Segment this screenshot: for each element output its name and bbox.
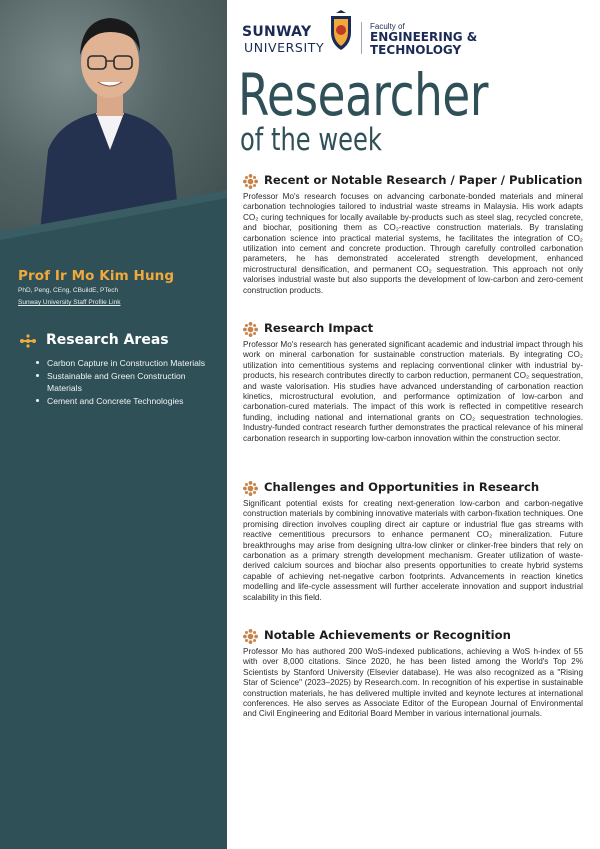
section-body: Professor Mo's research focuses on advancing carbonate-bonded materials and mineral carbonation technologies tailored to industrial waste streams in Malaysia. His work adapts CO₂ curing techniques for locally available by-products such as steel slag, recycled concrete, and biochar, positioning them as CO₂-reactive construction materials. By translating carbonation science into practical material systems, he facilitates the integration of CO₂ utilization into cement and concrete production. Through carefully controlled carbonation parameters, he has demonstrated accelerated strength development, enhanced microstructural densification, and permanent CO₂ sequestration. This approach not only valorises industrial waste but also supports the development of low-carbon and zero-cement construction products. xyxy=(243,192,583,295)
section-recent-research xyxy=(243,173,583,296)
section-bullet-icon xyxy=(243,629,258,644)
research-areas-title: Research Areas xyxy=(46,332,169,348)
researcher-credentials: PhD, Peng, CEng, CBuildE, PTech xyxy=(18,287,119,294)
staff-profile-link[interactable]: Sunway University Staff Profile Link xyxy=(18,299,121,306)
research-areas-list xyxy=(34,357,214,408)
section-title: Recent or Notable Research / Paper / Publication xyxy=(264,173,583,187)
section-title: Challenges and Opportunities in Research xyxy=(264,480,540,494)
sidebar-diagonal-band xyxy=(0,190,227,280)
page-title: Researcher xyxy=(238,61,489,129)
section-achievements xyxy=(243,628,583,720)
section-body: Significant potential exists for creating next-generation low-carbon and carbon-negative construction materials by combining innovative materials with carbon-fixation techniques. One promising direction involves coupling direct air capture or industrial flue gas streams with reactive cementitious precursors to enhance permanent CO₂ mineralization. Future breakthroughs may arise from designing ultra-low clinker or clinker-free binders that rely on carbonation as a primary strength development mechanism. Greater utilization of waste-derived calcium sources and biochar also presents opportunities to create hybrid systems capable of achieving net-negative carbon footprints. Advancements in reaction kinetics modelling and life-cycle assessment will further accelerate innovation and support industrial scalability in this field. xyxy=(243,499,583,602)
logo-area xyxy=(242,10,592,60)
research-areas-icon xyxy=(19,334,37,348)
section-bullet-icon xyxy=(243,322,258,337)
research-area-item: Sustainable and Green Construction Materials xyxy=(34,370,214,394)
section-body: Professor Mo's research has generated significant academic and industrial impact through his work on mineral carbonation for sustainable construction materials. By integrating CO₂ utilization into cementitious systems and replacing conventional clinker with industrial by-products, his research contributes directly to carbon reduction, permanent CO₂ sequestration, and waste valorisation. His studies have advanced understanding of carbonation reaction kinetics, microstructural evolution, and performance optimization of low-carbon and carbonation-cured materials. The impact of this work is reflected in competitive research funding, including national and international grants on CO₂ sequestration technologies. Industry-funded contract research further demonstrates the practical relevance of his mineral carbonation research in supporting low-carbon innovation within the construction sector. xyxy=(243,340,583,443)
research-area-item: Carbon Capture in Construction Materials xyxy=(34,357,214,369)
section-bullet-icon xyxy=(243,481,258,496)
researcher-name: Prof Ir Mo Kim Hung xyxy=(18,268,175,284)
sunway-wordmark: SUNWAY xyxy=(242,24,312,40)
university-wordmark: UNIVERSITY xyxy=(244,40,325,55)
section-body: Professor Mo has authored 200 WoS-indexed publications, achieving a WoS h-index of 55 with over 8,000 citations. Since 2020, he has been listed among the World's Top 2% Scientists by Stanford University (Elsevier database). He was also recognized as a "Rising Star of Science" (2023–2025) by Research.com. In recognition of his expertise in sustainable construction materials, he has delivered multiple invited and keynote lectures at international conferences. He also serves as Associate Editor of the European Journal of Environmental and Civil Engineering and Editorial Board Member in various international journals. xyxy=(243,647,583,719)
section-bullet-icon xyxy=(243,174,258,189)
logo-divider xyxy=(361,22,362,54)
faculty-name-line1: ENGINEERING & xyxy=(370,30,478,44)
section-title: Research Impact xyxy=(264,321,374,335)
faculty-label: Faculty of xyxy=(370,22,405,31)
section-research-impact xyxy=(243,321,583,444)
research-area-item: Cement and Concrete Technologies xyxy=(34,395,214,407)
university-crest-icon xyxy=(328,10,354,52)
section-title: Notable Achievements or Recognition xyxy=(264,628,511,642)
sidebar xyxy=(0,0,227,849)
section-challenges-opportunities xyxy=(243,480,583,603)
faculty-name-line2: TECHNOLOGY xyxy=(370,43,462,57)
page-subtitle: of the week xyxy=(240,122,382,158)
